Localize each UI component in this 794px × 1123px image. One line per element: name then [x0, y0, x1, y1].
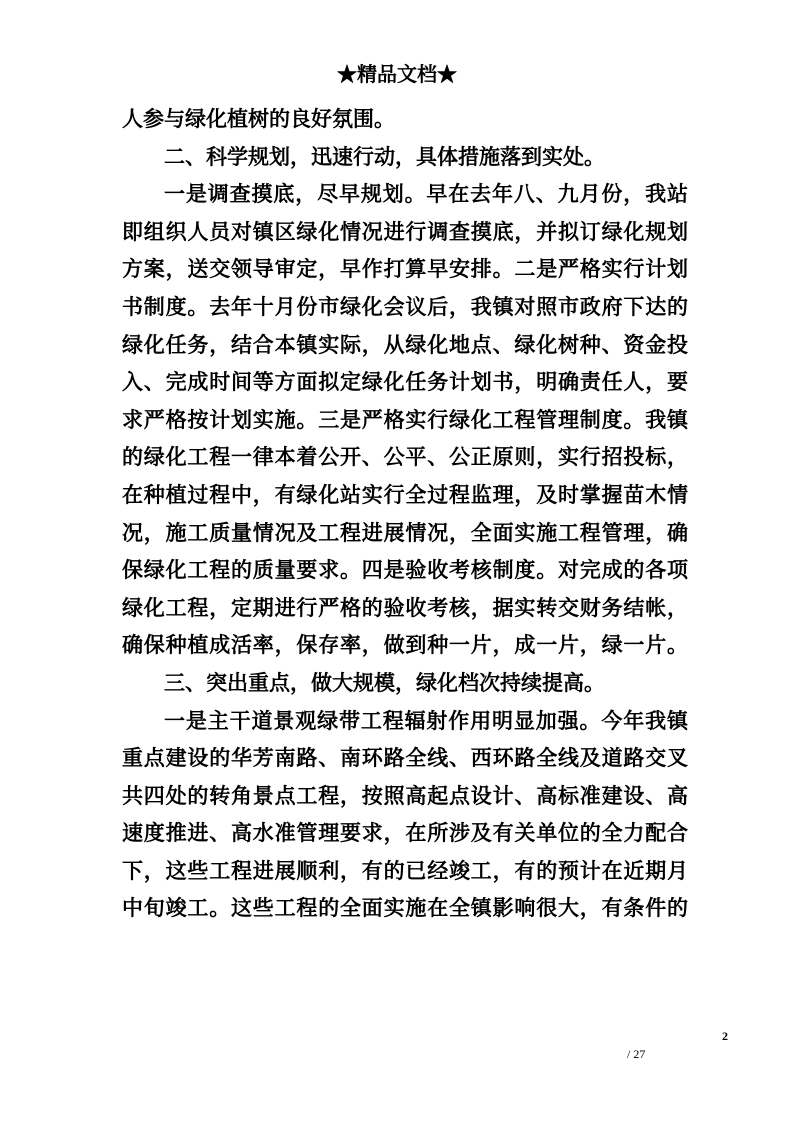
section-heading: 三、突出重点，做大规模，绿化档次持续提高。 — [164, 669, 605, 695]
document-body — [122, 100, 688, 927]
paragraph-line: 入、完成时间等方面拟定绿化任务计划书，明确责任人，要 — [122, 369, 688, 395]
paragraph-line: 保绿化工程的质量要求。四是验收考核制度。对完成的各项 — [122, 557, 688, 583]
paragraph-line: 中旬竣工。这些工程的全面实施在全镇影响很大，有条件的 — [122, 895, 688, 921]
paragraph-line: 共四处的转角景点工程，按照高起点设计、高标准建设、高 — [122, 782, 688, 808]
paragraph-line: 即组织人员对镇区绿化情况进行调查摸底，并拟订绿化规划 — [122, 218, 688, 244]
paragraph-line: 下，这些工程进展顺利，有的已经竣工，有的预计在近期月 — [122, 857, 688, 883]
page-header-title: ★精品文档★ — [337, 62, 457, 86]
paragraph-line: 一是调查摸底，尽早规划。早在去年八、九月份，我站 — [164, 181, 688, 207]
paragraph-line: 求严格按计划实施。三是严格实行绿化工程管理制度。我镇 — [122, 406, 688, 432]
paragraph-line: 绿化任务，结合本镇实际，从绿化地点、绿化树种、资金投 — [122, 331, 688, 357]
paragraph-line: 书制度。去年十月份市绿化会议后，我镇对照市政府下达的 — [122, 293, 688, 319]
paragraph-line: 重点建设的华芳南路、南环路全线、西环路全线及道路交叉 — [122, 745, 688, 771]
paragraph-line: 人参与绿化植树的良好氛围。 — [122, 106, 395, 131]
paragraph-line: 的绿化工程一律本着公开、公平、公正原则，实行招投标， — [122, 444, 688, 470]
page-total: / 27 — [627, 1047, 646, 1061]
page-number: 2 — [722, 1029, 728, 1043]
paragraph-line: 确保种植成活率，保存率，做到种一片，成一片，绿一片。 — [122, 632, 688, 658]
paragraph-line: 绿化工程，定期进行严格的验收考核，据实转交财务结帐， — [122, 594, 688, 620]
paragraph-line: 速度推进、高水准管理要求，在所涉及有关单位的全力配合 — [122, 820, 688, 846]
paragraph-line: 况，施工质量情况及工程进展情况，全面实施工程管理，确 — [122, 519, 688, 545]
paragraph-line: 一是主干道景观绿带工程辐射作用明显加强。今年我镇 — [164, 707, 688, 733]
paragraph-line: 在种植过程中，有绿化站实行全过程监理，及时掌握苗木情 — [122, 481, 688, 507]
paragraph-line: 方案，送交领导审定，早作打算早安排。二是严格实行计划 — [122, 256, 688, 282]
section-heading: 二、科学规划，迅速行动，具体措施落到实处。 — [164, 143, 605, 169]
